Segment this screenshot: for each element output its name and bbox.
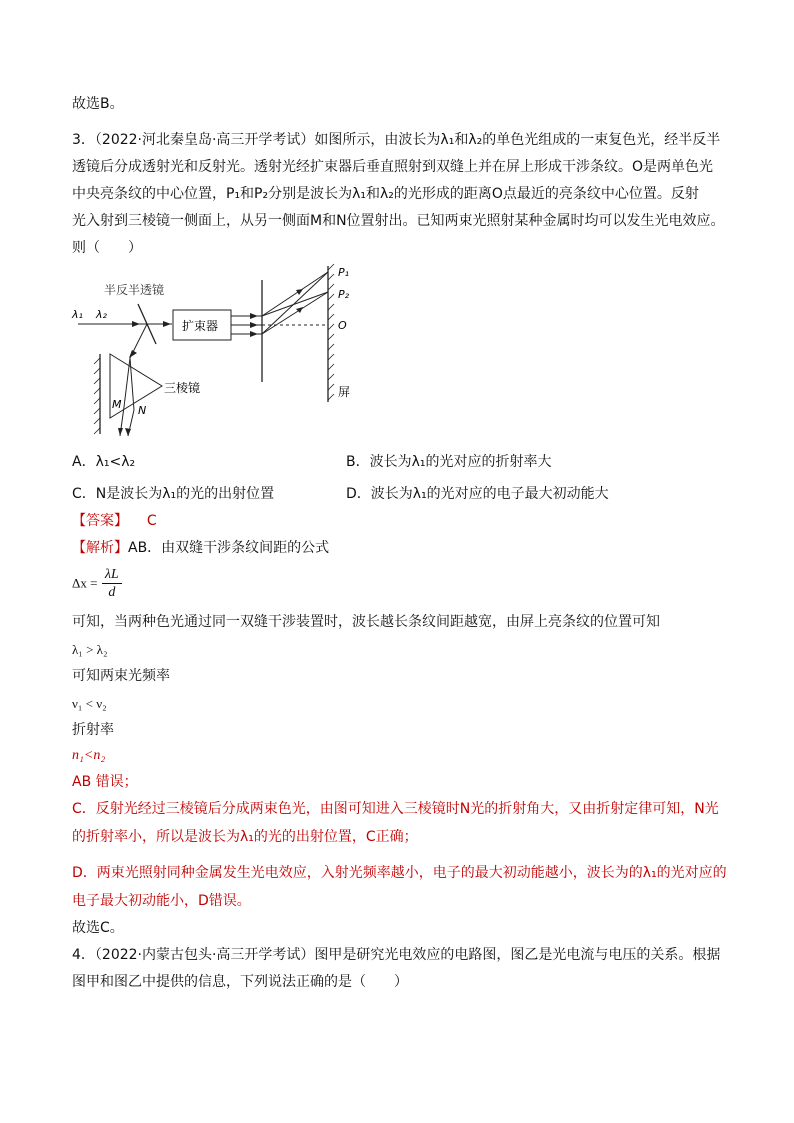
analysis-ab: AB．由双缝干涉条纹间距的公式 [128, 540, 330, 556]
label-M: M [112, 398, 122, 411]
q3-stem-line-1: 3．（2022·河北秦皇岛·高三开学考试）如图所示，由波长为λ₁和λ₂的单色光组成的一束复色光，经半反半 [72, 132, 721, 148]
q3-optics-figure [70, 262, 370, 442]
q4-stem-line-1: 4．（2022·内蒙古包头·高三开学考试）图甲是研究光电效应的电路图，图乙是光电流与电压的关系。根据 [72, 947, 721, 963]
analysis-frequency-line: 可知两束光频率 [72, 668, 170, 684]
option-c: C．N是波长为λ₁的光的出射位置 [72, 486, 275, 502]
label-screen: 屏 [338, 385, 351, 399]
label-expander: 扩束器 [182, 319, 219, 333]
label-O: O [338, 319, 347, 332]
answer-row [72, 511, 157, 531]
equation-frequency: ν₁ < ν₂ [72, 696, 107, 711]
q3-stem-line-5: 则（ ） [72, 240, 142, 256]
label-N: N [138, 404, 147, 417]
equation-lambda: λ₁ > λ₂ [72, 642, 108, 657]
label-half-mirror: 半反半透镜 [104, 283, 165, 297]
analysis-refraction-line: 折射率 [72, 722, 114, 738]
analysis-d-line-1: D．两束光照射同种金属发生光电效应，入射光频率越小，电子的最大初动能越小，波长为的λ₁的光对应的 [72, 865, 727, 881]
formula-lhs: Δx = [72, 575, 98, 591]
q3-stem-line-2: 透镜后分成透射光和反射光。透射光经扩束器后垂直照射到双缝上并在屏上形成干涉条纹。O是两单色光 [72, 159, 714, 175]
previous-answer: 故选B。 [72, 96, 124, 112]
label-lambda1: λ₁ [72, 308, 83, 321]
label-lambda2: λ₂ [96, 308, 107, 321]
formula-denominator: d [108, 585, 116, 600]
option-d: D．波长为λ₁的光对应的电子最大初动能大 [346, 486, 609, 502]
formula-fraction [102, 566, 122, 601]
answer-label: 【答案】 [72, 513, 128, 529]
label-P1: P₁ [338, 266, 350, 279]
fringe-spacing-formula [72, 566, 122, 601]
q3-stem-line-3: 中央亮条纹的中心位置，P₁和P₂分别是波长为λ₁和λ₂的光形成的距离O点最近的亮条纹中心位置。反射 [72, 186, 699, 202]
answer-value: C [146, 513, 157, 529]
q3-stem-line-4: 光入射到三棱镜一侧面上，从另一侧面M和N位置射出。已知两束光照射某种金属时均可以发生光电效应。 [72, 213, 725, 229]
q3-final-answer: 故选C。 [72, 920, 124, 936]
analysis-know-line: 可知，当两种色光通过同一双缝干涉装置时，波长越长条纹间距越宽，由屏上亮条纹的位置可知 [72, 614, 660, 630]
analysis-d-line-2: 电子最大初动能小，D错误。 [72, 893, 251, 909]
label-prism: 三棱镜 [164, 381, 201, 395]
analysis-label: 【解析】 [72, 540, 128, 556]
analysis-row [72, 538, 329, 558]
option-b: B．波长为λ₁的光对应的折射率大 [346, 454, 552, 470]
label-P2: P₂ [338, 288, 350, 301]
analysis-c-line-1: C．反射光经过三棱镜后分成两束色光，由图可知进入三棱镜时N光的折射角大，又由折射定律可知，N光 [72, 801, 719, 817]
formula-numerator: λL [102, 566, 122, 584]
q4-stem-line-2: 图甲和图乙中提供的信息，下列说法正确的是（ ） [72, 974, 408, 990]
analysis-ab-wrong: AB 错误； [72, 774, 138, 790]
equation-refraction: n₁<n₂ [72, 748, 106, 763]
option-a: A．λ₁<λ₂ [72, 454, 136, 470]
analysis-c-line-2: 的折射率小，所以是波长为λ₁的光的出射位置，C正确； [72, 829, 418, 845]
